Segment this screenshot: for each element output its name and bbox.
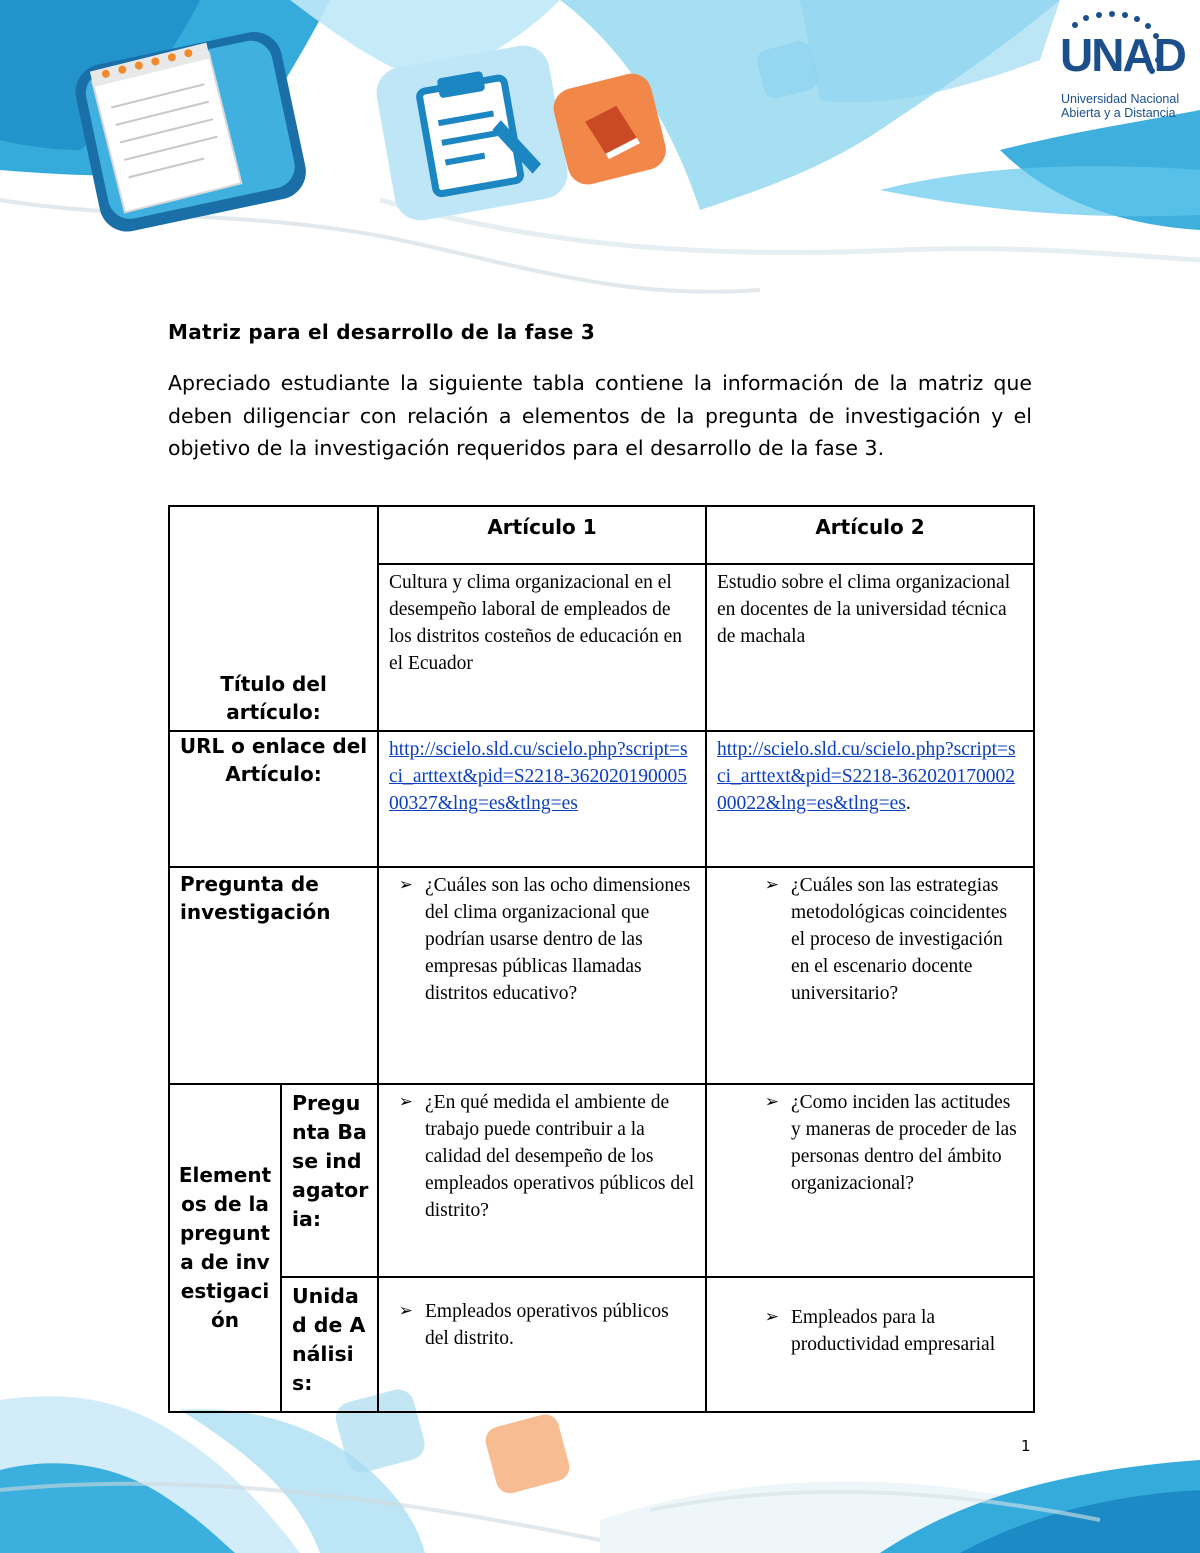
row-url <box>169 731 1034 867</box>
base-cell-2 <box>706 1084 1034 1277</box>
label-pregunta-base: Pregunta Base indagatoria: <box>281 1084 378 1277</box>
label-titulo: Título del artículo: <box>169 506 378 731</box>
unidad-articulo-1: Empleados operativos públicos del distrito. <box>425 1301 669 1349</box>
pregunta-articulo-1: ¿Cuáles son las ocho dimensiones del clima organizacional que podrían usarse dentro de las empresas públicas llamadas distritos educativo? <box>425 875 691 1004</box>
url-link-articulo-2[interactable]: http://scielo.sld.cu/scielo.php?script=sci_arttext&pid=S2218-36202017000200022&lng=es&tlng=es <box>717 739 1016 814</box>
row-base <box>169 1084 1034 1277</box>
label-url: URL o enlace del Artículo: <box>169 731 378 867</box>
unidad-cell-1 <box>378 1277 706 1412</box>
titulo-articulo-1: Cultura y clima organizacional en el desempeño laboral de empleados de los distritos costeños de educación en el Ecuador <box>378 564 706 731</box>
base-articulo-2: ¿Como inciden las actitudes y maneras de proceder de las personas dentro del ámbito organizacional? <box>791 1092 1017 1194</box>
url-suffix: . <box>905 793 911 814</box>
arrow-bullet-icon: ➢ <box>398 1301 413 1321</box>
intro-paragraph: Apreciado estudiante la siguiente tabla contiene la información de la matriz que deben diligenciar con relación a elementos de la pregunta de investigación y el objetivo de la investigación requeridos para el desarrollo de la fase 3. <box>168 371 1032 460</box>
arrow-bullet-icon: ➢ <box>764 875 779 895</box>
unad-logo <box>1060 12 1190 122</box>
label-elementos: Elementos de la pregunta de investigación <box>169 1084 281 1412</box>
page-number: 1 <box>1021 1437 1031 1455</box>
page-title: Matriz para el desarrollo de la fase 3 <box>168 320 596 344</box>
row-unidad <box>169 1277 1034 1412</box>
arrow-bullet-icon: ➢ <box>398 875 413 895</box>
label-pregunta: Pregunta de investigación <box>169 867 378 1084</box>
url-cell-1 <box>378 731 706 867</box>
matrix-table <box>168 505 1035 1413</box>
arrow-bullet-icon: ➢ <box>764 1307 779 1327</box>
logo-line-1: Universidad Nacional <box>1061 92 1180 106</box>
header-articulo-1: Artículo 1 <box>378 506 706 564</box>
url-cell-2 <box>706 731 1034 867</box>
header-row <box>169 506 1034 564</box>
base-articulo-1: ¿En qué medida el ambiente de trabajo puede contribuir a la calidad del desempeño de los empleados operativos públicos del distrito? <box>425 1092 695 1221</box>
unidad-cell-2 <box>706 1277 1034 1412</box>
arrow-bullet-icon: ➢ <box>398 1092 413 1112</box>
pregunta-cell-1 <box>378 867 706 1084</box>
titulo-articulo-2: Estudio sobre el clima organizacional en docentes de la universidad técnica de machala <box>706 564 1034 731</box>
logo-line-2: Abierta y a Distancia <box>1061 106 1176 120</box>
pregunta-cell-2 <box>706 867 1034 1084</box>
base-cell-1 <box>378 1084 706 1277</box>
unidad-articulo-2: Empleados para la productividad empresarial <box>791 1307 996 1355</box>
label-unidad-analisis: Unidad de Análisis: <box>281 1277 378 1412</box>
pregunta-articulo-2: ¿Cuáles son las estrategias metodológicas coincidentes el proceso de investigación en el escenario docente universitario? <box>791 875 1008 1004</box>
logo-mark: UNAD <box>1060 29 1185 81</box>
header-articulo-2: Artículo 2 <box>706 506 1034 564</box>
arrow-bullet-icon: ➢ <box>764 1092 779 1112</box>
clipboard-icon <box>372 41 571 224</box>
url-link-articulo-1[interactable]: http://scielo.sld.cu/scielo.php?script=sci_arttext&pid=S2218-36202019000500327&lng=es&tlng=es <box>389 739 688 814</box>
row-pregunta <box>169 867 1034 1084</box>
